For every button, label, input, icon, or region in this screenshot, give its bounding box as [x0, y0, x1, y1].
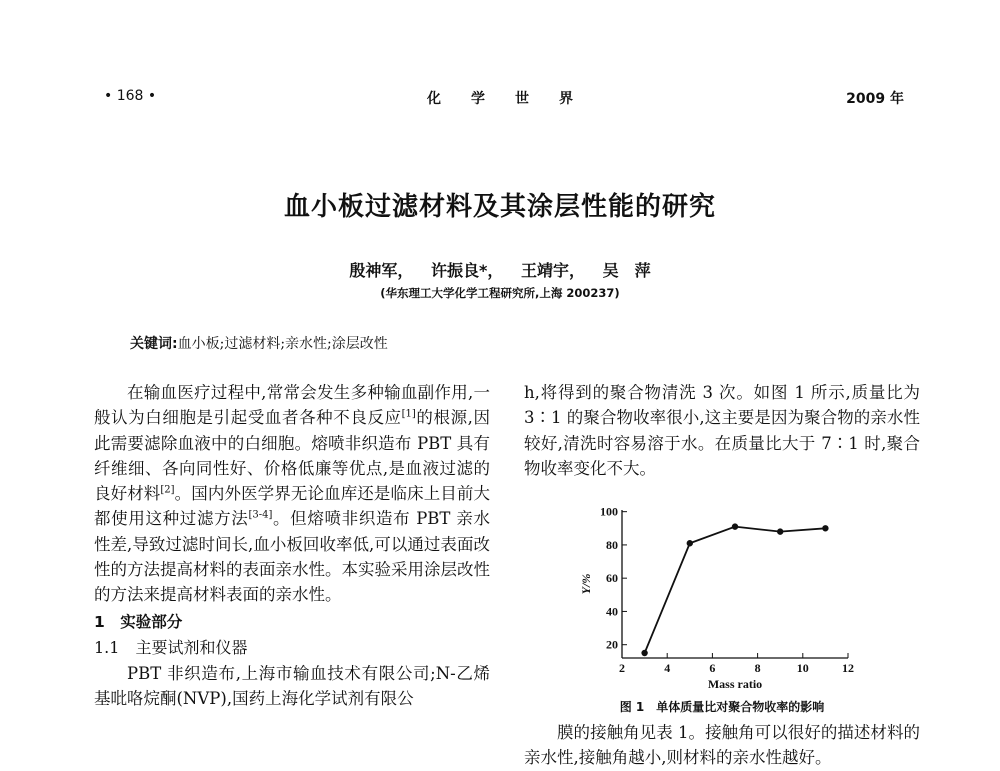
intro-text-3: 。国内外医学界无论血库还是临床上目前大都使用这种过滤方法	[94, 484, 491, 529]
x-tick-label: 12	[842, 661, 854, 675]
figure-1-chart	[560, 498, 880, 698]
x-axis-label: Mass ratio	[707, 677, 763, 691]
data-point	[641, 650, 647, 656]
keywords-label: 关键词:	[130, 336, 178, 352]
page-number: • 168 •	[104, 88, 157, 104]
keywords-text: 血小板;过滤材料;亲水性;涂层改性	[177, 336, 388, 352]
materials-paragraph: PBT 非织造布,上海市输血技术有限公司;N-乙烯基吡咯烷酮(NVP),国药上海化学试剂有限公	[94, 663, 490, 708]
author-name: 王靖宇，	[520, 261, 585, 280]
citation-1: [1]	[401, 408, 416, 420]
section-heading: 1 实验部分	[94, 612, 183, 631]
series-line	[645, 527, 826, 653]
y-tick-label: 20	[606, 637, 618, 652]
article-title: 血小板过滤材料及其涂层性能的研究	[283, 192, 716, 222]
citation-3: [3-4]	[248, 509, 273, 521]
author-list	[0, 258, 1000, 281]
data-point	[822, 525, 828, 531]
right-column-continued	[524, 720, 920, 771]
intro-text-2: 的根源,因此需要滤除血液中的白细胞。熔喷非织造布 PBT 具有纤维细、各向同性好、价格低廉等优点,是血液过滤的良好材料	[94, 408, 491, 504]
subsection-heading: 1.1 主要试剂和仪器	[94, 638, 248, 658]
journal-name: 化学世界	[427, 91, 603, 107]
data-point	[777, 528, 783, 534]
x-tick-label: 2	[619, 661, 625, 675]
author-name: 殷神军，	[349, 261, 414, 280]
intro-text-1: 在输血医疗过程中,常常会发生多种输血副作用,一般认为白细胞是引起受血者各种不良反应	[94, 383, 490, 428]
intro-text-4: 。但熔喷非织造布 PBT 亲水性差,导致过滤时间长,血小板回收率低,可以通过表面改性的方法提高材料的表面亲水性。本实验采用涂层改性的方法来提高材料表面的亲水性。	[94, 509, 491, 605]
x-tick-label: 8	[754, 661, 761, 675]
y-tick-label: 60	[606, 571, 618, 586]
x-tick-label: 6	[709, 661, 716, 675]
y-tick-label: 80	[606, 537, 618, 552]
author-name: 许振良*，	[431, 261, 504, 280]
citation-2: [2]	[160, 484, 175, 496]
right-column	[524, 380, 920, 481]
x-tick-label: 10	[796, 661, 809, 675]
results-paragraph: h,将得到的聚合物清洗 3 次。如图 1 所示,质量比为 3∶1 的聚合物收率很小,这主要是因为聚合物的亲水性较好,清洗时容易溶于水。在质量比大于 7∶1 时,聚合物收率变化不大。	[524, 383, 920, 478]
x-tick-label: 4	[664, 661, 671, 675]
data-point	[732, 523, 738, 529]
y-axis-label: Y/%	[579, 573, 593, 595]
figure-caption: 图 1 单体质量比对聚合物收率的影响	[619, 700, 825, 714]
data-point	[687, 540, 693, 546]
contact-angle-paragraph: 膜的接触角见表 1。接触角可以很好的描述材料的亲水性,接触角越小,则材料的亲水性越好。	[524, 723, 920, 768]
keywords	[130, 333, 388, 353]
y-tick-label: 100	[600, 504, 618, 519]
left-column	[94, 380, 490, 711]
chart-canvas	[560, 498, 880, 698]
intro-paragraph	[94, 380, 490, 608]
author-name: 吴 萍	[602, 261, 651, 280]
author-affiliation: (华东理工大学化学工程研究所,上海 200237)	[380, 286, 620, 300]
y-tick-label: 40	[606, 604, 618, 619]
journal-year: 2009 年	[846, 91, 904, 107]
